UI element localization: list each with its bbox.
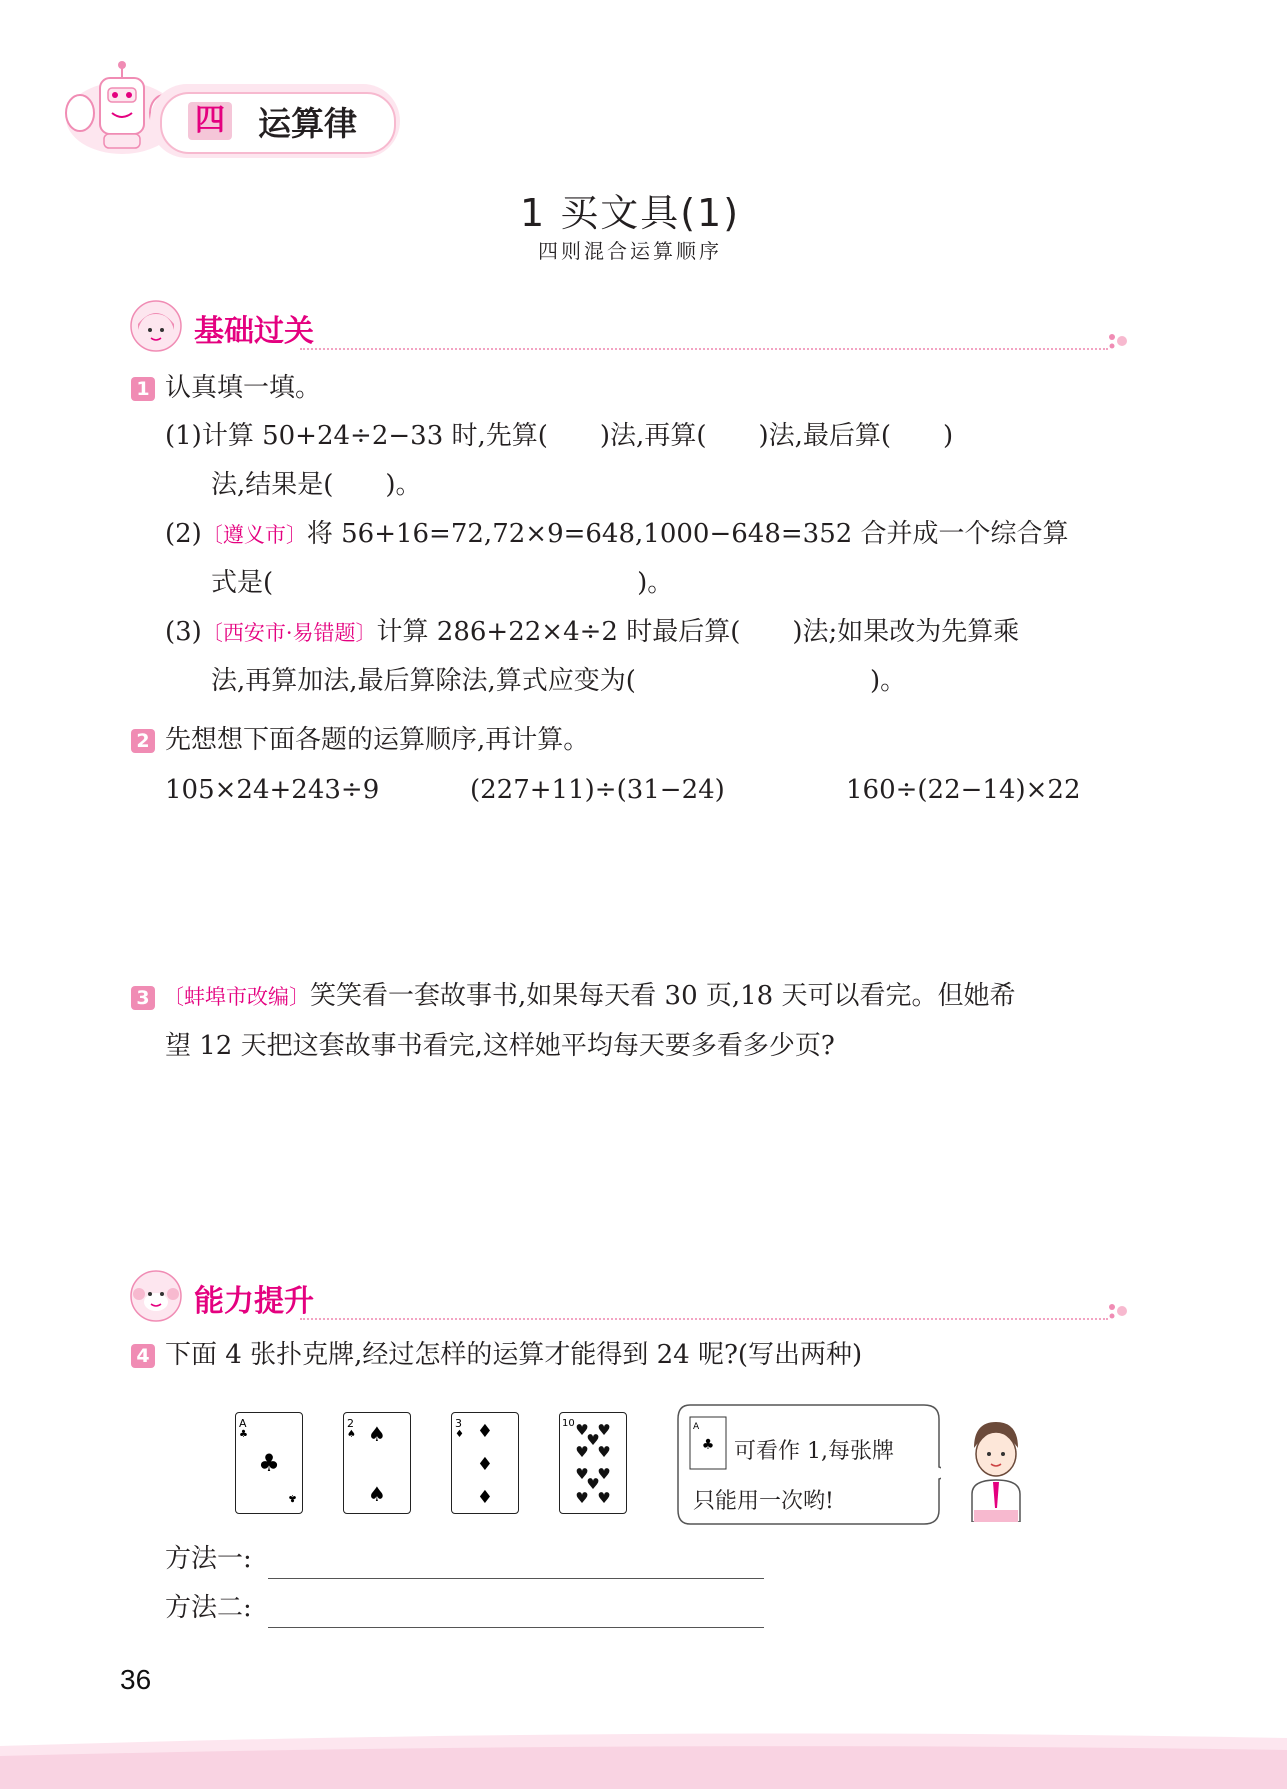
heart-icon: ♥: [575, 1489, 589, 1507]
card-rank: A: [239, 1417, 247, 1430]
monkey-face-icon: [130, 1270, 182, 1322]
q1-part2-line1: [165, 518, 1069, 551]
section-divider: [300, 1318, 1108, 1320]
section-divider: [300, 348, 1108, 350]
diamond-icon: ♦: [476, 1421, 494, 1442]
heart-icon: ♥: [597, 1443, 611, 1461]
lesson-title: 1 买文具(1): [519, 191, 741, 235]
club-icon: ♣: [701, 1437, 715, 1453]
footer-decoration: [0, 1726, 1287, 1789]
spade-icon: ♠: [368, 1482, 386, 1506]
decorative-dots-icon: [1106, 1303, 1136, 1319]
q3-line1: [163, 980, 1016, 1013]
method-1-label: 方法一:: [165, 1544, 252, 1574]
girl-face-icon: [130, 300, 182, 352]
decorative-dots-icon: [1106, 333, 1136, 349]
card-suit-small: ♣: [288, 1492, 297, 1503]
q1-part1-line2: 法,结果是( )。: [211, 470, 422, 500]
heart-icon: ♥: [597, 1421, 611, 1439]
heart-icon: ♥: [586, 1431, 600, 1449]
club-icon: ♣: [258, 1449, 280, 1477]
page-number: 36: [120, 1664, 152, 1695]
question-number-4: 4: [131, 1344, 155, 1368]
q1-part3-line2: 法,再算加法,最后算除法,算式应变为( )。: [211, 666, 907, 696]
question-number-2: 2: [131, 729, 155, 753]
playing-card-ten-hearts: [559, 1412, 627, 1514]
section-title-advanced: 能力提升: [194, 1284, 314, 1319]
lesson-subtitle: 四则混合运算顺序: [538, 239, 722, 263]
q1-stem: 认真填一填。: [165, 373, 322, 403]
q1-part1-line1: (1)计算 50+24÷2−33 时,先算( )法,再算( )法,最后算( ): [165, 421, 954, 451]
source-tag-bengbu: 〔蚌埠市改编〕: [163, 985, 310, 1009]
spade-icon: ♠: [368, 1422, 386, 1446]
source-tag-zunyi: 〔遵义市〕: [201, 523, 307, 547]
playing-card-ace-clubs: [235, 1412, 303, 1514]
card-rank: 2: [347, 1417, 354, 1430]
q3-line2: 望 12 天把这套故事书看完,这样她平均每天要多看多少页?: [165, 1031, 835, 1061]
heart-icon: ♥: [575, 1443, 589, 1461]
q2-expression-3: 160÷(22−14)×22: [846, 775, 1081, 805]
card-rank: A: [693, 1422, 700, 1432]
q2-stem: 先想想下面各题的运算顺序,再计算。: [165, 725, 590, 755]
question-number-1: 1: [131, 377, 155, 401]
q1-part3-text: 计算 286+22×4÷2 时最后算( )法;如果改为先算乘: [376, 617, 1020, 647]
heart-icon: ♥: [597, 1465, 611, 1483]
heart-icon: ♥: [575, 1465, 589, 1483]
heart-icon: ♥: [586, 1475, 600, 1493]
card-rank: 3: [455, 1417, 462, 1430]
question-number-3: 3: [131, 986, 155, 1010]
method-2-answer-line[interactable]: [268, 1627, 764, 1628]
boy-illustration: [960, 1418, 1032, 1522]
q1-part3-line1: [165, 616, 1019, 649]
q3-text: 笑笑看一套故事书,如果每天看 30 页,18 天可以看完。但她希: [310, 981, 1016, 1011]
playing-card-three-diamonds: [451, 1412, 519, 1514]
section-title-basic: 基础过关: [194, 314, 314, 349]
diamond-icon: ♦: [476, 1454, 494, 1475]
q2-expression-1: 105×24+243÷9: [165, 775, 380, 805]
card-suit-small: ♠: [347, 1429, 356, 1440]
method-2-label: 方法二:: [165, 1593, 252, 1623]
card-suit-small: ♣: [239, 1429, 248, 1440]
q1-part2-prefix: (2): [165, 519, 202, 549]
q4-stem: 下面 4 张扑克牌,经过怎样的运算才能得到 24 呢?(写出两种): [165, 1340, 863, 1370]
card-rank: 10: [562, 1418, 575, 1429]
bubble-line-2: 只能用一次哟!: [693, 1489, 834, 1514]
q1-part2-text: 将 56+16=72,72×9=648,1000−648=352 合并成一个综合算: [306, 519, 1069, 549]
unit-title: 运算律: [258, 104, 357, 143]
card-suit-small: ♦: [455, 1429, 464, 1440]
bubble-line-1: 可看作 1,每张牌: [734, 1439, 894, 1464]
q2-expression-2: (227+11)÷(31−24): [470, 775, 725, 805]
source-tag-xian: 〔西安市·易错题〕: [201, 621, 377, 645]
diamond-icon: ♦: [476, 1487, 494, 1508]
q1-part3-prefix: (3): [165, 617, 202, 647]
unit-number: 四: [188, 102, 232, 140]
heart-icon: ♥: [575, 1421, 589, 1439]
heart-icon: ♥: [597, 1489, 611, 1507]
q1-part2-line2: 式是( )。: [211, 568, 674, 598]
method-1-answer-line[interactable]: [268, 1578, 764, 1579]
playing-card-two-spades: [343, 1412, 411, 1514]
